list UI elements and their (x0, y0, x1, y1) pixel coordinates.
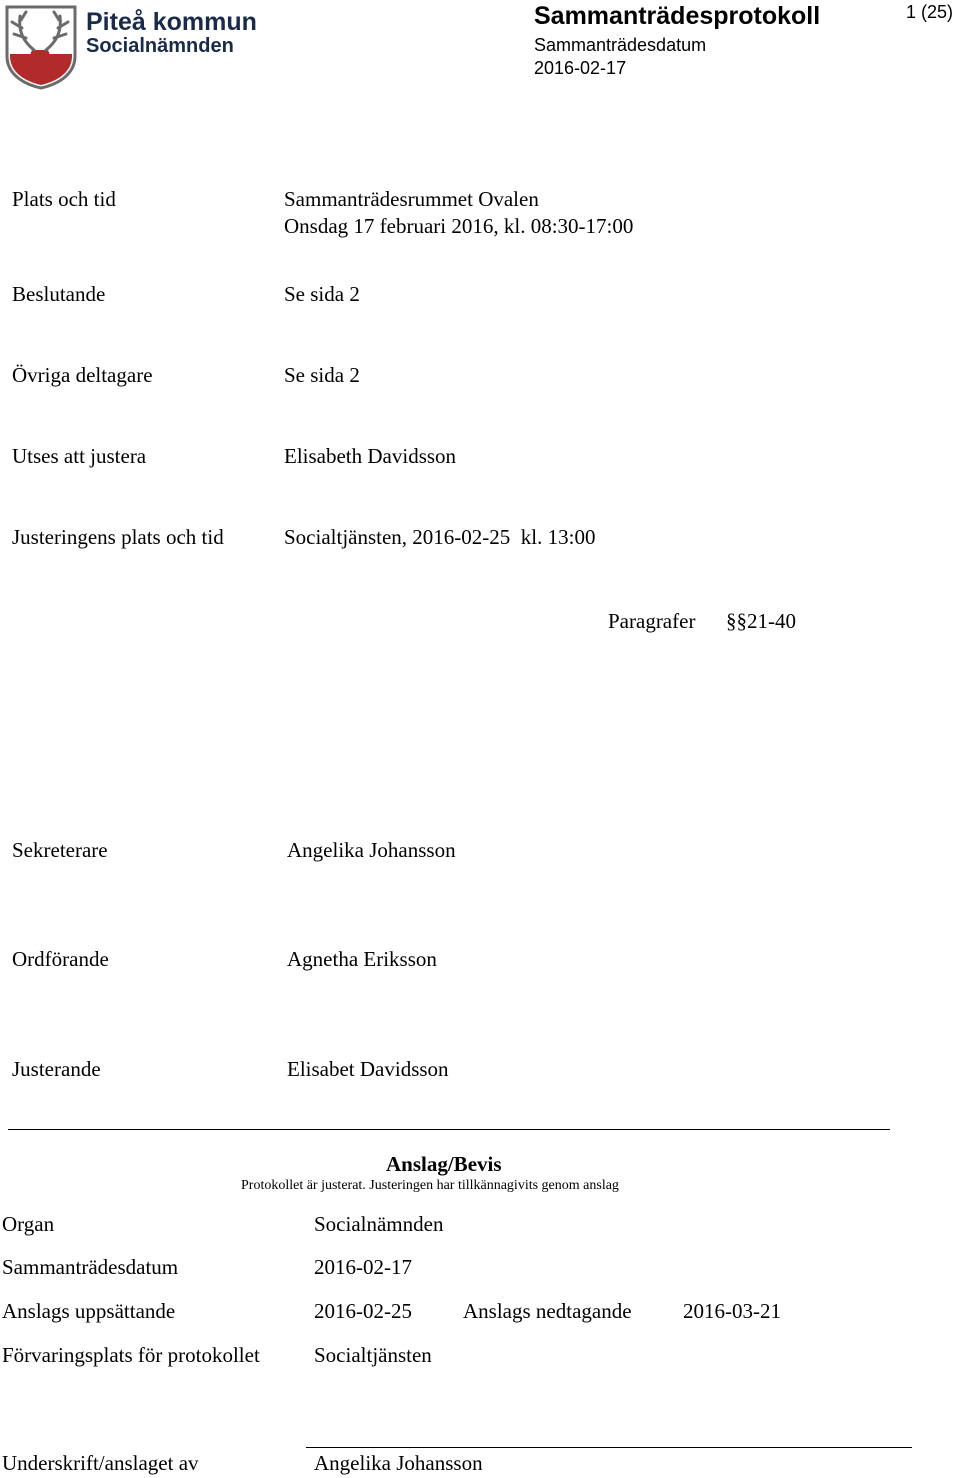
header-date-value: 2016-02-17 (534, 58, 627, 78)
secretary-value: Angelika Johansson (287, 838, 456, 862)
adjustment-value: Socialtjänsten, 2016-02-25 kl. 13:00 (284, 525, 596, 549)
paragraphs-label: Paragrafer (608, 609, 696, 633)
removed-label: Anslags nedtagande (463, 1299, 632, 1323)
chairman-label: Ordförande (12, 947, 109, 971)
meeting-date-value: 2016-02-17 (314, 1255, 412, 1279)
organ-value: Socialnämnden (314, 1212, 444, 1236)
storage-value: Socialtjänsten (314, 1343, 432, 1367)
adjuster-label: Utses att justera (12, 444, 147, 468)
adjustment-label: Justeringens plats och tid (12, 525, 224, 549)
secretary-label: Sekreterare (12, 838, 108, 862)
decision-makers-value: Se sida 2 (284, 282, 360, 306)
time-value: Onsdag 17 februari 2016, kl. 08:30-17:00 (284, 214, 634, 238)
adjuster-value: Elisabeth Davidsson (284, 444, 457, 468)
place-value: Sammanträdesrummet Ovalen (284, 187, 539, 211)
organization-name: Piteå kommun (86, 8, 257, 36)
header-date-label: Sammanträdesdatum (534, 35, 707, 55)
notice-subtitle: Protokollet är justerat. Justeringen har tillkännagivits genom anslag (241, 1178, 619, 1193)
paragraphs-value: §§21-40 (726, 609, 796, 633)
organ-label: Organ (2, 1212, 55, 1236)
other-participants-label: Övriga deltagare (12, 363, 153, 387)
storage-label: Förvaringsplats för protokollet (2, 1343, 260, 1367)
notice-title: Anslag/Bevis (386, 1152, 502, 1176)
decision-makers-label: Beslutande (12, 282, 106, 306)
signature-label: Underskrift/anslaget av (2, 1451, 199, 1475)
posted-label: Anslags uppsättande (2, 1299, 176, 1323)
other-participants-value: Se sida 2 (284, 363, 360, 387)
chairman-value: Agnetha Eriksson (287, 947, 437, 971)
removed-value: 2016-03-21 (683, 1299, 781, 1323)
document-title: Sammanträdesprotokoll (534, 2, 821, 30)
signature-adjuster-label: Justerande (12, 1057, 101, 1081)
signature-adjuster-value: Elisabet Davidsson (287, 1057, 449, 1081)
signature-value: Angelika Johansson (314, 1451, 483, 1475)
section-divider (8, 1129, 890, 1130)
meeting-date-label: Sammanträdesdatum (2, 1255, 179, 1279)
place-time-label: Plats och tid (12, 187, 116, 211)
signature-line (306, 1447, 912, 1448)
reindeer-crest-icon (4, 4, 78, 90)
posted-value: 2016-02-25 (314, 1299, 412, 1323)
department-name: Socialnämnden (86, 35, 234, 57)
page-number: 1 (25) (906, 2, 954, 22)
